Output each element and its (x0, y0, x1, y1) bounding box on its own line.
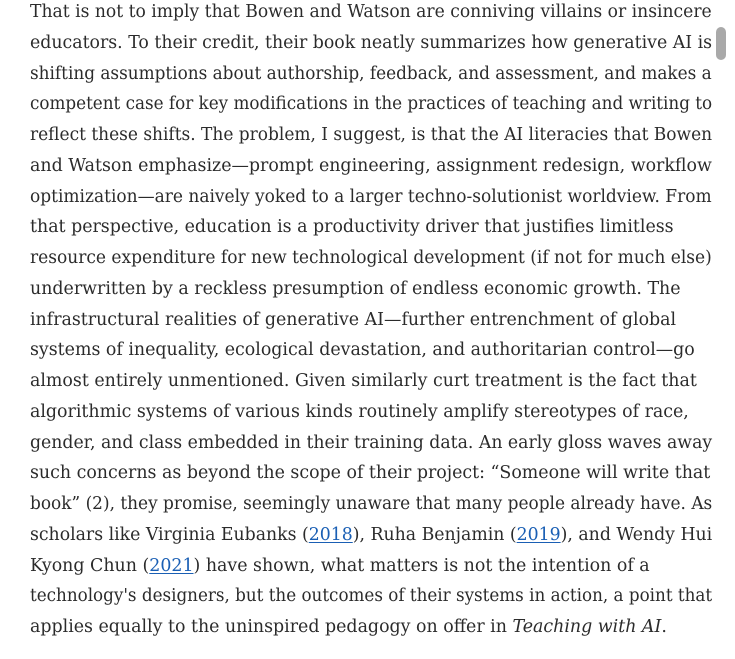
text-line: underwritten by a reckless presumption of endless economic growth. The (30, 278, 681, 299)
scrollbar-track[interactable] (717, 0, 735, 659)
text-line: such concerns as beyond the scope of their project: “Someone will write that (30, 463, 711, 484)
text-line: systems of inequality, ecological devastation, and authoritarian control—go (30, 340, 695, 361)
text-line: competent case for key modifications in the practices of teaching and writing to (30, 94, 713, 115)
text-segment: applies equally to the uninspired pedagogy on offer in (30, 617, 513, 637)
text-line: reflect these shifts. The problem, I suggest, is that the AI literacies that Bowen (30, 125, 713, 145)
text-line: shifting assumptions about authorship, feedback, and assessment, and makes a (30, 63, 712, 84)
text-segment: ), and Wendy Hui (560, 524, 713, 545)
text-line: and Watson emphasize—prompt engineering, assignment redesign, workflow (30, 155, 712, 176)
text-line: gender, and class embedded in their training data. An early gloss waves away (30, 432, 713, 453)
text-segment: scholars like Virginia Eubanks ( (30, 524, 309, 545)
text-line: educators. To their credit, their book neatly summarizes how generative AI is (30, 32, 713, 53)
text-line (30, 551, 710, 582)
scrollbar-thumb[interactable] (716, 27, 726, 60)
text-line: technology's designers, but the outcomes of their systems in action, a point that (30, 586, 713, 607)
article-paragraph (30, 0, 713, 643)
text-segment: Kyong Chun ( (30, 555, 150, 576)
text-segment: . (661, 617, 667, 637)
text-line: resource expenditure for new technological development (if not for much else) (30, 248, 712, 268)
citation-link-chun[interactable]: 2021 (149, 555, 194, 576)
book-title: Teaching with AI (512, 617, 662, 637)
text-line (30, 520, 713, 551)
text-line: algorithmic systems of various kinds routinely amplify stereotypes of race, (30, 401, 689, 422)
text-line: that perspective, education is a productivity driver that justifies limitless (30, 217, 674, 238)
text-line: almost entirely unmentioned. Given similarly curt treatment is the fact that (30, 371, 697, 391)
text-segment: ), Ruha Benjamin ( (352, 524, 517, 545)
text-line (30, 612, 710, 643)
citation-link-benjamin[interactable]: 2019 (516, 524, 561, 545)
text-segment: ) have shown, what matters is not the intention of a (193, 555, 650, 576)
text-line: That is not to imply that Bowen and Watson are conniving villains or insincere (30, 2, 712, 22)
text-line: optimization—are naively yoked to a larger techno-solutionist worldview. From (30, 186, 712, 207)
text-line: book” (2), they promise, seemingly unaware that many people already have. As (30, 494, 713, 514)
citation-link-eubanks[interactable]: 2018 (308, 524, 353, 545)
text-line: infrastructural realities of generative AI—further entrenchment of global (30, 309, 677, 330)
